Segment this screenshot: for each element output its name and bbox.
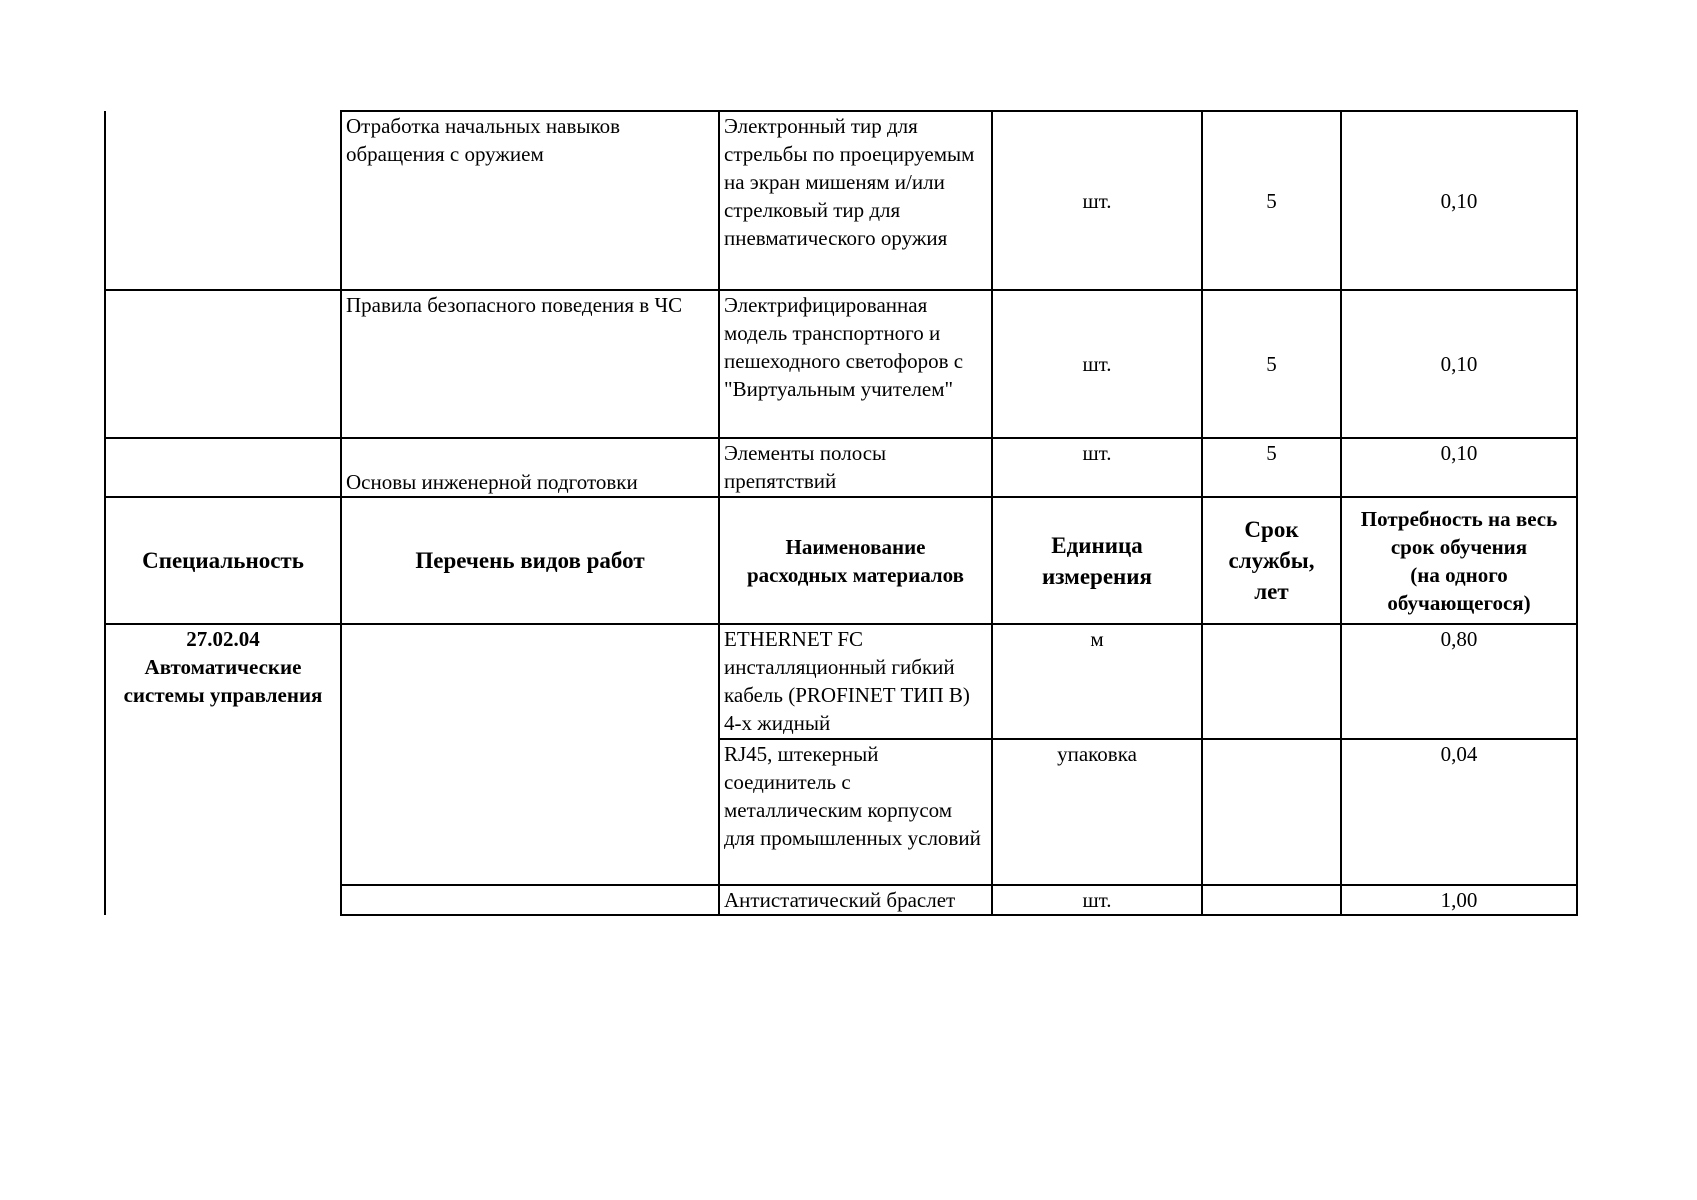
unit-cell: шт. bbox=[992, 290, 1202, 438]
specialty-cell-empty bbox=[105, 111, 341, 290]
unit-cell: шт. bbox=[992, 438, 1202, 497]
specialty-cell-empty bbox=[105, 438, 341, 497]
need-cell: 0,10 bbox=[1341, 290, 1577, 438]
header-materials: Наименование расходных материалов bbox=[719, 497, 992, 624]
work-cell: Отработка начальных навыков обращения с оружием bbox=[341, 111, 719, 290]
need-cell: 0,10 bbox=[1341, 111, 1577, 290]
table-row bbox=[105, 111, 1577, 290]
material-name-cell: Электрифицированная модель транспортного и пешеходного светофоров с "Виртуальным учителем" bbox=[719, 290, 992, 438]
work-cell: Правила безопасного поведения в ЧС bbox=[341, 290, 719, 438]
table-row bbox=[105, 438, 1577, 497]
work-cell-empty bbox=[341, 885, 719, 915]
header-specialty: Специальность bbox=[105, 497, 341, 624]
header-term: Срок службы, лет bbox=[1202, 497, 1341, 624]
term-cell: 5 bbox=[1202, 290, 1341, 438]
unit-cell: шт. bbox=[992, 885, 1202, 915]
specialty-cell-empty bbox=[105, 290, 341, 438]
work-cell-empty bbox=[341, 624, 719, 885]
header-works: Перечень видов работ bbox=[341, 497, 719, 624]
term-cell bbox=[1202, 739, 1341, 885]
term-cell: 5 bbox=[1202, 438, 1341, 497]
term-cell bbox=[1202, 885, 1341, 915]
specialty-name: Автоматические системы управления bbox=[123, 655, 323, 707]
table-row bbox=[105, 624, 1577, 739]
materials-table bbox=[104, 110, 1578, 916]
specialty-cell bbox=[105, 624, 341, 915]
need-cell: 1,00 bbox=[1341, 885, 1577, 915]
header-row bbox=[105, 497, 1577, 624]
need-cell: 0,10 bbox=[1341, 438, 1577, 497]
term-cell: 5 bbox=[1202, 111, 1341, 290]
unit-cell: упаковка bbox=[992, 739, 1202, 885]
header-need: Потребность на весь срок обучения (на одного обучающегося) bbox=[1341, 497, 1577, 624]
work-cell: Основы инженерной подготовки bbox=[341, 438, 719, 497]
unit-cell: шт. bbox=[992, 111, 1202, 290]
specialty-code: 27.02.04 bbox=[186, 627, 260, 651]
material-name-cell: Элементы полосы препятствий bbox=[719, 438, 992, 497]
material-name-cell: Антистатический браслет bbox=[719, 885, 992, 915]
material-name-cell: RJ45, штекерный соединитель с металлическим корпусом для промышленных условий bbox=[719, 739, 992, 885]
header-unit: Единица измерения bbox=[992, 497, 1202, 624]
term-cell bbox=[1202, 624, 1341, 739]
material-name-cell: Электронный тир для стрельбы по проецируемым на экран мишеням и/или стрелковый тир для пневматического оружия bbox=[719, 111, 992, 290]
unit-cell: м bbox=[992, 624, 1202, 739]
need-cell: 0,04 bbox=[1341, 739, 1577, 885]
material-name-cell: ETHERNET FC инсталляционный гибкий кабель (PROFINET ТИП B) 4-х жидный bbox=[719, 624, 992, 739]
table-row bbox=[105, 290, 1577, 438]
need-cell: 0,80 bbox=[1341, 624, 1577, 739]
